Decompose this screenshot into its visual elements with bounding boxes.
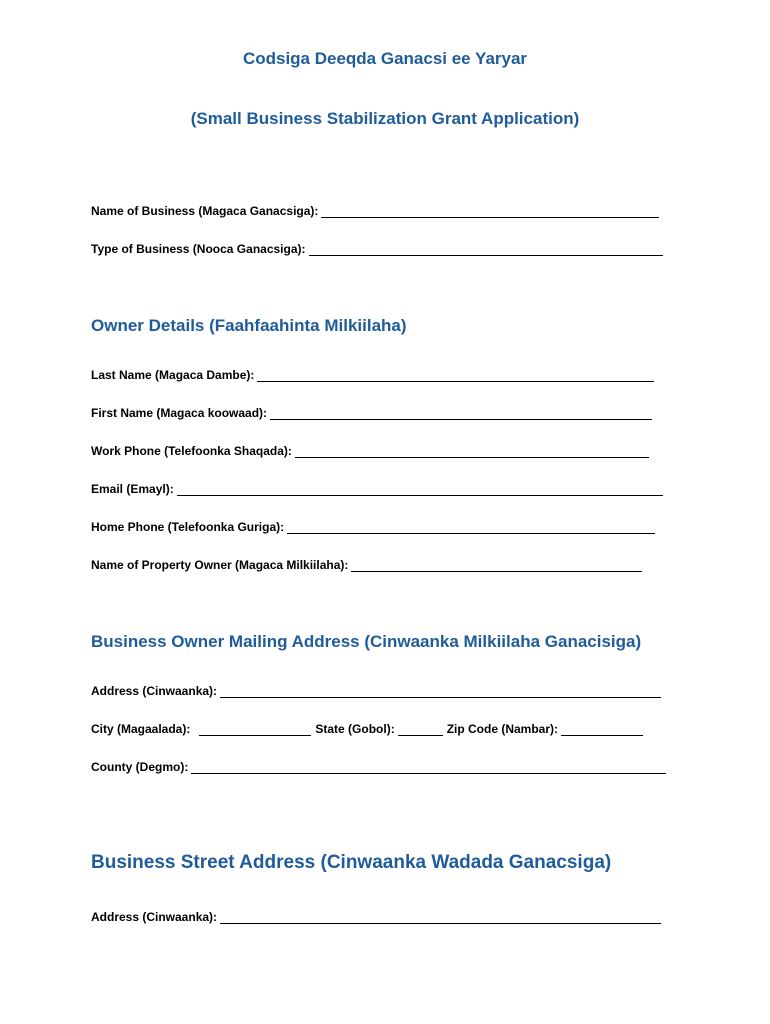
work-phone-row xyxy=(91,442,649,458)
mailing-address-label: Address (Cinwaanka): xyxy=(91,684,218,698)
county-field[interactable] xyxy=(191,760,666,774)
first-name-label: First Name (Magaca koowaad): xyxy=(91,406,268,420)
form-title-somali: Codsiga Deeqda Ganacsi ee Yaryar xyxy=(242,49,528,68)
last-name-row xyxy=(91,366,654,382)
business-type-field[interactable] xyxy=(309,242,663,256)
city-field[interactable] xyxy=(199,722,311,736)
home-phone-field[interactable] xyxy=(287,520,655,534)
property-owner-label: Name of Property Owner (Magaca Milkiilaha): xyxy=(91,558,349,572)
owner-details-heading: Owner Details (Faahfaahinta Milkiilaha) xyxy=(91,316,407,335)
mailing-address-heading: Business Owner Mailing Address (Cinwaanka Milkiilaha Ganacisiga) xyxy=(91,632,642,651)
county-label: County (Degmo): xyxy=(91,760,189,774)
property-owner-field[interactable] xyxy=(351,558,642,572)
street-address-heading: Business Street Address (Cinwaanka Wadada Ganacsiga) xyxy=(91,852,612,873)
zip-field[interactable] xyxy=(561,722,643,736)
business-name-row xyxy=(91,202,659,218)
street-address-field[interactable] xyxy=(220,910,661,924)
business-name-label: Name of Business (Magaca Ganacsiga): xyxy=(91,204,319,218)
last-name-field[interactable] xyxy=(257,368,654,382)
form-title-english: (Small Business Stabilization Grant Application) xyxy=(190,109,580,128)
city-state-zip-row xyxy=(91,720,643,736)
state-field[interactable] xyxy=(398,722,443,736)
street-address-row xyxy=(91,908,661,924)
work-phone-field[interactable] xyxy=(295,444,649,458)
mailing-address-row xyxy=(91,682,661,698)
state-label: State (Gobol): xyxy=(315,722,395,736)
mailing-address-field[interactable] xyxy=(220,684,661,698)
property-owner-row xyxy=(91,556,642,572)
city-label: City (Magaalada): xyxy=(91,722,191,736)
first-name-field[interactable] xyxy=(270,406,652,420)
county-row xyxy=(91,758,666,774)
home-phone-label: Home Phone (Telefoonka Guriga): xyxy=(91,520,285,534)
work-phone-label: Work Phone (Telefoonka Shaqada): xyxy=(91,444,292,458)
email-label: Email (Emayl): xyxy=(91,482,174,496)
zip-label: Zip Code (Nambar): xyxy=(446,722,559,736)
home-phone-row xyxy=(91,518,655,534)
business-name-field[interactable] xyxy=(321,204,659,218)
email-row xyxy=(91,480,663,496)
street-address-label: Address (Cinwaanka): xyxy=(91,910,218,924)
business-type-label: Type of Business (Nooca Ganacsiga): xyxy=(91,242,306,256)
first-name-row xyxy=(91,404,652,420)
last-name-label: Last Name (Magaca Dambe): xyxy=(91,368,255,382)
business-type-row xyxy=(91,240,663,256)
email-field[interactable] xyxy=(177,482,663,496)
